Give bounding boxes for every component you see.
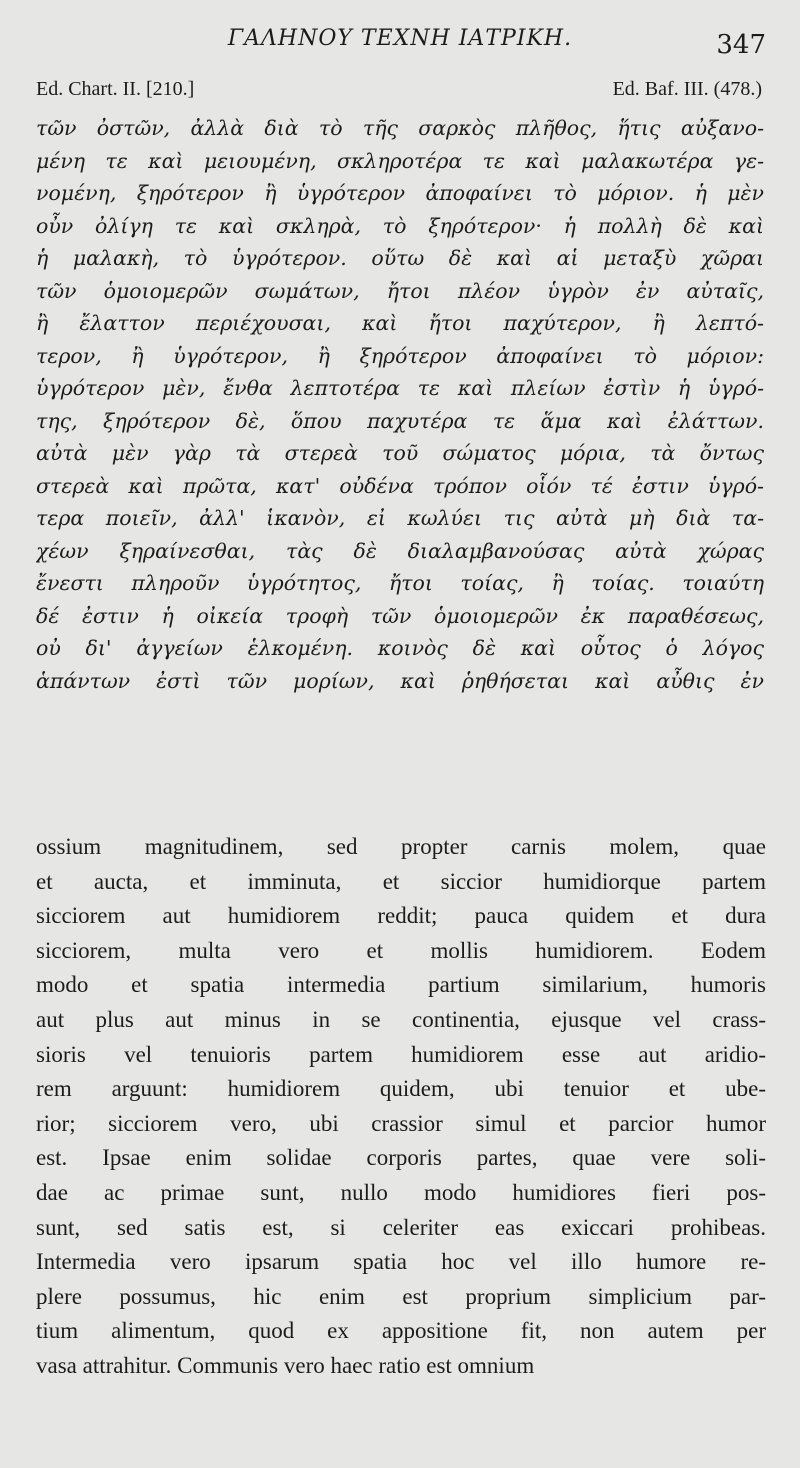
greek-line: τερα ποιεῖν, ἀλλ' ἱκανὸν, εἰ κωλύει τις αὐτὰ μὴ διὰ τα- xyxy=(36,506,764,530)
latin-line: aut plus aut minus in se continentia, ejusque vel crass- xyxy=(36,1006,766,1032)
latin-line: tium alimentum, quod ex appositione fit, non autem per xyxy=(36,1318,766,1344)
greek-line: στερεὰ καὶ πρῶτα, κατ' οὐδένα τρόπον οἷόν τέ ἐστιν ὑγρό- xyxy=(36,473,764,498)
latin-line: et aucta, et imminuta, et siccior humidiorque partem xyxy=(36,868,766,894)
latin-line: ossium magnitudinem, sed propter carnis molem, quae xyxy=(36,834,766,859)
latin-line: modo et spatia intermedia partium similarium, humoris xyxy=(36,972,766,998)
latin-line: dae ac primae sunt, nullo modo humidiores fieri pos- xyxy=(36,1179,766,1205)
latin-text-block xyxy=(36,830,766,1384)
greek-line: χέων ξηραίνεσθαι, τὰς δὲ διαλαμβανούσας αὐτὰ χώρας xyxy=(36,538,764,563)
edition-reference-right: Ed. Baf. III. (478.) xyxy=(612,78,762,100)
page-number: 347 xyxy=(716,30,766,60)
greek-line: ὑγρότερον μὲν, ἔνθα λεπτοτέρα τε καὶ πλείων ἐστὶν ἡ ὑγρό- xyxy=(36,376,764,400)
greek-text-block xyxy=(36,112,764,697)
greek-line: μένη τε καὶ μειουμένη, σκληροτέρα τε καὶ μαλακωτέρα γε- xyxy=(36,148,764,173)
greek-line: τῶν ὀστῶν, ἀλλὰ διὰ τὸ τῆς σαρκὸς πλῆθος, ἥτις αὐξανο- xyxy=(36,116,764,140)
greek-line: νομένη, ξηρότερον ἢ ὑγρότερον ἀποφαίνει τὸ μόριον. ἡ μὲν xyxy=(36,181,764,205)
greek-line: τῶν ὁμοιομερῶν σωμάτων, ἤτοι πλέον ὑγρὸν ἐν αὐταῖς, xyxy=(36,278,764,303)
latin-line: plere possumus, hic enim est proprium simplicium par- xyxy=(36,1283,766,1309)
greek-line: ἡ μαλακὴ, τὸ ὑγρότερον. οὕτω δὲ καὶ αἱ μεταξὺ χῶραι xyxy=(36,246,764,270)
greek-line: της, ξηρότερον δὲ, ὅπου παχυτέρα τε ἅμα καὶ ἐλάττων. xyxy=(36,408,764,433)
greek-line: ἁπάντων ἐστὶ τῶν μορίων, καὶ ῥηθήσεται καὶ αὖθις ἐν xyxy=(36,668,764,693)
latin-line: sicciorem aut humidiorem reddit; pauca quidem et dura xyxy=(36,903,766,929)
greek-line: αὐτὰ μὲν γὰρ τὰ στερεὰ τοῦ σώματος μόρια, τὰ ὄντως xyxy=(36,441,764,465)
greek-line: οὐ δι' ἀγγείων ἑλκομένη. κοινὸς δὲ καὶ οὗτος ὁ λόγος xyxy=(36,636,764,660)
latin-line: sunt, sed satis est, si celeriter eas exiccari prohibeas. xyxy=(36,1214,766,1240)
greek-line: οὖν ὀλίγη τε καὶ σκληρὰ, τὸ ξηρότερον· ἡ πολλὴ δὲ καὶ xyxy=(36,213,764,238)
greek-line: ἢ ἔλαττον περιέχουσαι, καὶ ἤτοι παχύτερον, ἢ λεπτό- xyxy=(36,311,764,335)
edition-reference-row xyxy=(36,78,762,101)
latin-line: sicciorem, multa vero et mollis humidiorem. Eodem xyxy=(36,937,766,963)
greek-line: δέ ἐστιν ἡ οἰκεία τροφὴ τῶν ὁμοιομερῶν ἐκ παραθέσεως, xyxy=(36,603,764,628)
latin-line: est. Ipsae enim solidae corporis partes, quae vere soli- xyxy=(36,1145,766,1171)
latin-line: rem arguunt: humidiorem quidem, ubi tenuior et ube- xyxy=(36,1076,766,1102)
running-title: ΓΑΛΗΝΟΥ ΤΕΧΝΗ ΙΑΤΡΙΚΗ. xyxy=(227,26,573,51)
latin-line: Intermedia vero ipsarum spatia hoc vel illo humore re- xyxy=(36,1249,766,1275)
greek-line: τερον, ἢ ὑγρότερον, ἢ ξηρότερον ἀποφαίνει τὸ μόριον: xyxy=(36,343,764,368)
greek-line: ἔνεστι πληροῦν ὑγρότητος, ἤτοι τοίας, ἢ τοίας. τοιαύτη xyxy=(36,571,764,595)
latin-line: rior; sicciorem vero, ubi crassior simul et parcior humor xyxy=(36,1110,766,1136)
latin-line: sioris vel tenuioris partem humidiorem esse aut aridio- xyxy=(36,1041,766,1067)
edition-reference-left: Ed. Chart. II. [210.] xyxy=(36,78,195,100)
latin-line: vasa attrahitur. Communis vero haec ratio est omnium xyxy=(36,1352,535,1378)
